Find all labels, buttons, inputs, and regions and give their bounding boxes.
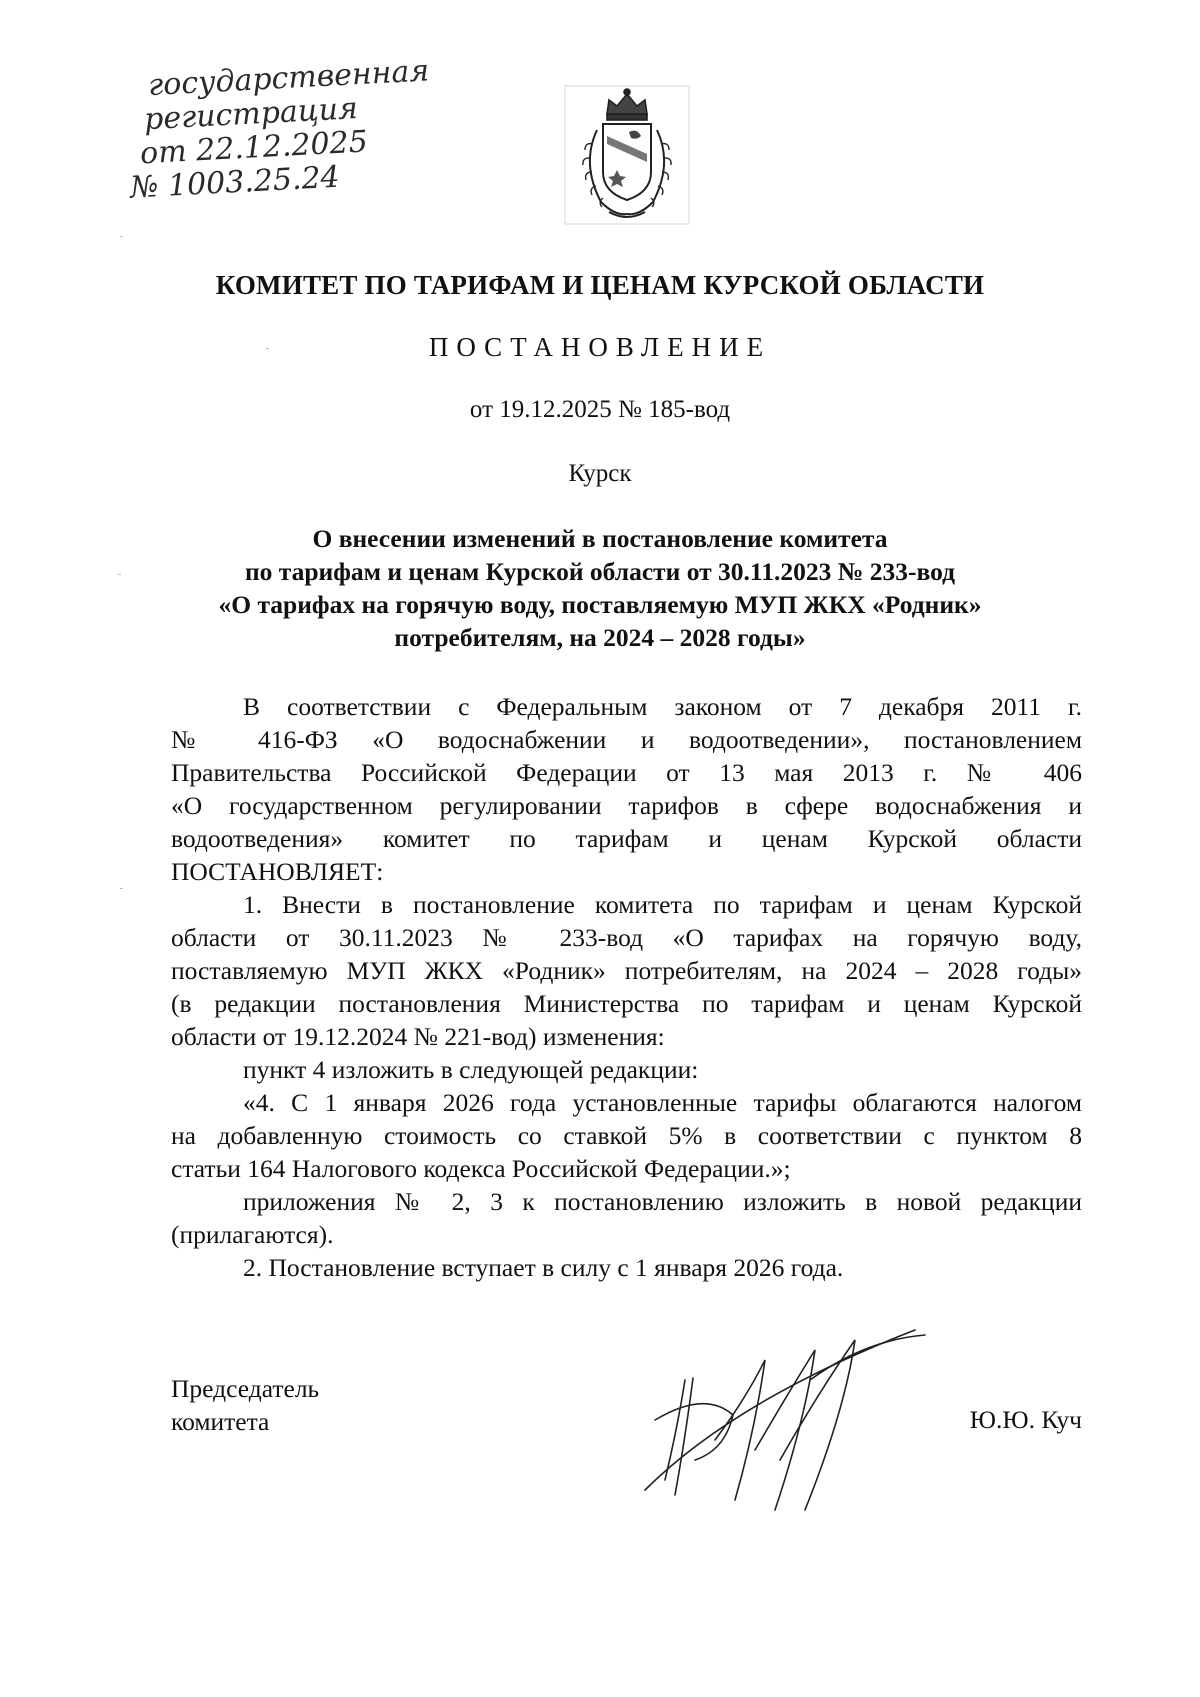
body-line: пункт 4 изложить в следующей редакции: [243, 1055, 699, 1084]
scan-artifact [120, 236, 123, 237]
quote-paragraph [171, 1086, 1082, 1185]
organization-name: КОМИТЕТ ПО ТАРИФАМ И ЦЕНАМ КУРСКОЙ ОБЛАСТИ [215, 270, 985, 300]
body-line: (прилагаются). [171, 1220, 334, 1249]
signatory-position-line: комитета [171, 1407, 270, 1436]
scan-artifact [120, 888, 123, 889]
body-line: № 416-ФЗ «О водоснабжении и водоотведении», постановлением [171, 725, 1082, 754]
body-line: 2. Постановление вступает в силу с 1 января 2026 года. [243, 1253, 844, 1282]
coat-of-arms-icon [563, 84, 691, 226]
body-line: области от 30.11.2023 № 233-вод «О тарифах на горячую воду, [171, 923, 1082, 952]
handwritten-signature-icon [615, 1320, 945, 1520]
item-1-paragraph [171, 888, 1082, 1053]
preamble-paragraph [171, 690, 1082, 888]
title-line: О внесении изменений в постановление комитета [312, 524, 888, 553]
body-line: поставляемую МУП ЖКХ «Родник» потребителям, на 2024 – 2028 годы» [171, 956, 1082, 985]
document-city: Курск [568, 460, 632, 487]
body-line: 1. Внести в постановление комитета по тарифам и ценам Курской [243, 890, 1082, 919]
body-line: «О государственном регулировании тарифов в сфере водоснабжения и [171, 791, 1082, 820]
appendix-paragraph [171, 1185, 1082, 1251]
signatory-position [171, 1372, 319, 1438]
body-line: статьи 164 Налогового кодекса Российской Федерации.»; [171, 1154, 791, 1183]
item-1-subparagraph [171, 1053, 1082, 1086]
document-number-date: от 19.12.2025 № 185-вод [469, 396, 731, 423]
body-line: на добавленную стоимость со ставкой 5% в соответствии с пунктом 8 [171, 1121, 1082, 1150]
handwritten-line: государственная [147, 53, 430, 104]
item-2-paragraph [171, 1251, 1082, 1284]
signatory-position-line: Председатель [171, 1374, 320, 1403]
scan-artifact [118, 574, 121, 575]
body-line: Правительства Российской Федерации от 13 мая 2013 г. № 406 [171, 758, 1082, 787]
body-line: В соответствии с Федеральным законом от 7 декабря 2011 г. [243, 692, 1082, 721]
handwritten-line: регистрация [143, 91, 359, 138]
document-type: ПОСТАНОВЛЕНИЕ [428, 332, 772, 362]
body-line: «4. С 1 января 2026 года установленные тарифы облагаются налогом [243, 1088, 1082, 1117]
title-line: «О тарифах на горячую воду, поставляемую МУП ЖКХ «Родник» [218, 590, 982, 619]
document-title [150, 522, 1050, 654]
body-line: (в редакции постановления Министерства по тарифам и ценам Курской [171, 989, 1082, 1018]
signatory-name: Ю.Ю. Куч [969, 1405, 1082, 1434]
body-line: области от 19.12.2024 № 221-вод) изменения: [171, 1022, 665, 1051]
handwritten-line: от 22.12.2025 [139, 124, 369, 172]
handwritten-line: № 1003.25.24 [129, 159, 341, 206]
scan-artifact [266, 348, 269, 349]
title-line: потребителям, на 2024 – 2028 годы» [394, 623, 806, 652]
handwritten-registration-note [129, 53, 430, 206]
body-line: приложения № 2, 3 к постановлению изложить в новой редакции [243, 1187, 1082, 1216]
title-line: по тарифам и ценам Курской области от 30.11.2023 № 233-вод [244, 557, 956, 586]
document-body [171, 690, 1082, 1284]
body-line: водоотведения» комитет по тарифам и ценам Курской области [171, 824, 1082, 853]
body-line: ПОСТАНОВЛЯЕТ: [171, 857, 384, 886]
